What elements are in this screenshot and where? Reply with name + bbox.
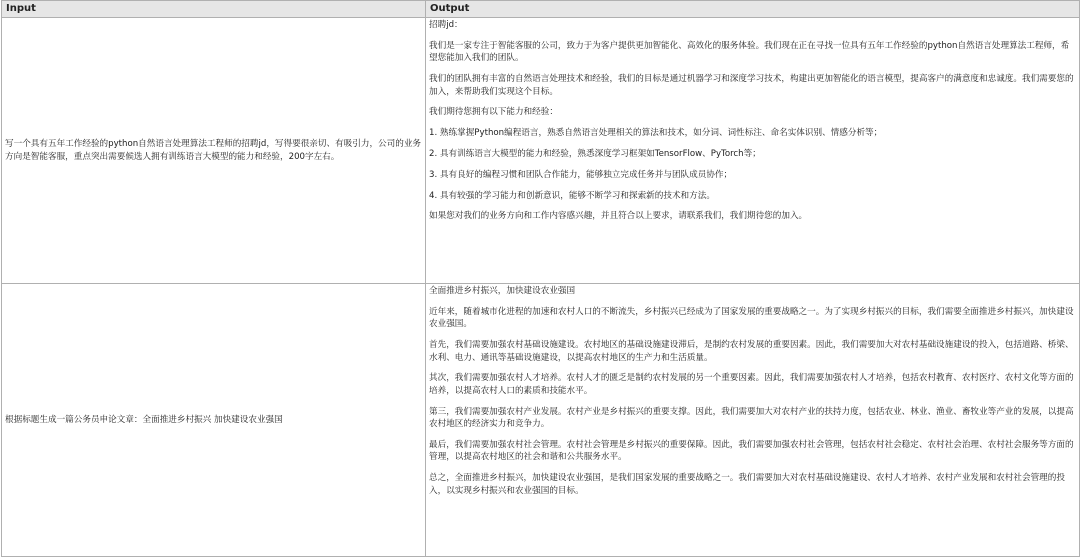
output-paragraph: 我们是一家专注于智能客服的公司，致力于为客户提供更加智能化、高效化的服务体验。我们现在正在寻找一位具有五年工作经验的python自然语言处理算法工程师，希望您能加入我们的团队。 bbox=[429, 40, 1070, 64]
table-row bbox=[2, 284, 1080, 557]
input-cell: 写一个具有五年工作经验的python自然语言处理算法工程师的招聘jd，写得要很亲切、有吸引力，公司的业务方向是智能客服，重点突出需要候选人拥有训练语言大模型的能力和经验，200字左右。 bbox=[2, 18, 426, 284]
output-paragraph: 近年来，随着城市化进程的加速和农村人口的不断流失，乡村振兴已经成为了国家发展的重要战略之一。为了实现乡村振兴的目标，我们需要全面推进乡村振兴，加快建设农业强国。 bbox=[429, 306, 1074, 330]
output-cell bbox=[426, 284, 1080, 557]
output-paragraph: 全面推进乡村振兴，加快建设农业强国 bbox=[429, 286, 576, 296]
io-table bbox=[1, 0, 1080, 557]
output-paragraph: 我们期待您拥有以下能力和经验： bbox=[429, 107, 558, 118]
input-cell: 根据标题生成一篇公务员申论文章：全面推进乡村振兴 加快建设农业强国 bbox=[2, 284, 426, 557]
output-paragraph: 4. 具有较强的学习能力和创新意识，能够不断学习和探索新的技术和方法。 bbox=[429, 190, 715, 201]
output-paragraph: 首先，我们需要加强农村基础设施建设。农村地区的基础设施建设滞后，是制约农村发展的重要因素。因此，我们需要加大对农村基础设施建设的投入，包括道路、桥梁、水利、电力、通讯等基础设施建设，以提高农村地区的生产力和生活质量。 bbox=[429, 340, 1074, 363]
output-paragraph: 2. 具有训练语言大模型的能力和经验，熟悉深度学习框架如TensorFlow、PyTorch等； bbox=[429, 148, 761, 159]
output-paragraph: 招聘jd： bbox=[429, 20, 463, 30]
output-paragraph: 第三，我们需要加强农村产业发展。农村产业是乡村振兴的重要支撑。因此，我们需要加大对农村产业的扶持力度，包括农业、林业、渔业、畜牧业等产业的发展，以提高农村地区的经济实力和竞争力。 bbox=[429, 406, 1074, 430]
output-paragraph: 总之，全面推进乡村振兴，加快建设农业强国，是我们国家发展的重要战略之一。我们需要加大对农村基础设施建设、农村人才培养、农村产业发展和农村社会管理的投入，以实现乡村振兴和农业强国的目标。 bbox=[429, 473, 1065, 496]
output-paragraph: 如果您对我们的业务方向和工作内容感兴趣，并且符合以上要求，请联系我们，我们期待您的加入。 bbox=[429, 211, 808, 222]
output-paragraph: 我们的团队拥有丰富的自然语言处理技术和经验，我们的目标是通过机器学习和深度学习技术，构建出更加智能化的语言模型，提高客户的满意度和忠诚度。我们需要您的加入，来帮助我们实现这个目标。 bbox=[429, 74, 1074, 97]
output-paragraph: 1. 熟练掌握Python编程语言，熟悉自然语言处理相关的算法和技术，如分词、词性标注、命名实体识别、情感分析等； bbox=[429, 128, 883, 139]
output-column-header: Output bbox=[426, 1, 1080, 18]
output-paragraph: 3. 具有良好的编程习惯和团队合作能力，能够独立完成任务并与团队成员协作； bbox=[429, 169, 733, 180]
output-paragraph: 最后，我们需要加强农村社会管理。农村社会管理是乡村振兴的重要保障。因此，我们需要加强农村社会管理，包括农村社会稳定、农村社会治理、农村社会服务等方面的管理，以提高农村地区的社会和谐和公共服务水平。 bbox=[429, 439, 1074, 463]
input-column-header: Input bbox=[2, 1, 426, 18]
header-row bbox=[2, 1, 1080, 18]
table-row bbox=[2, 18, 1080, 284]
output-paragraph: 其次，我们需要加强农村人才培养。农村人才的匮乏是制约农村发展的另一个重要因素。因此，我们需要加强农村人才培养，包括农村教育、农村医疗、农村文化等方面的培养，以提高农村人口的素质和技能水平。 bbox=[429, 373, 1074, 396]
output-cell bbox=[426, 18, 1080, 284]
